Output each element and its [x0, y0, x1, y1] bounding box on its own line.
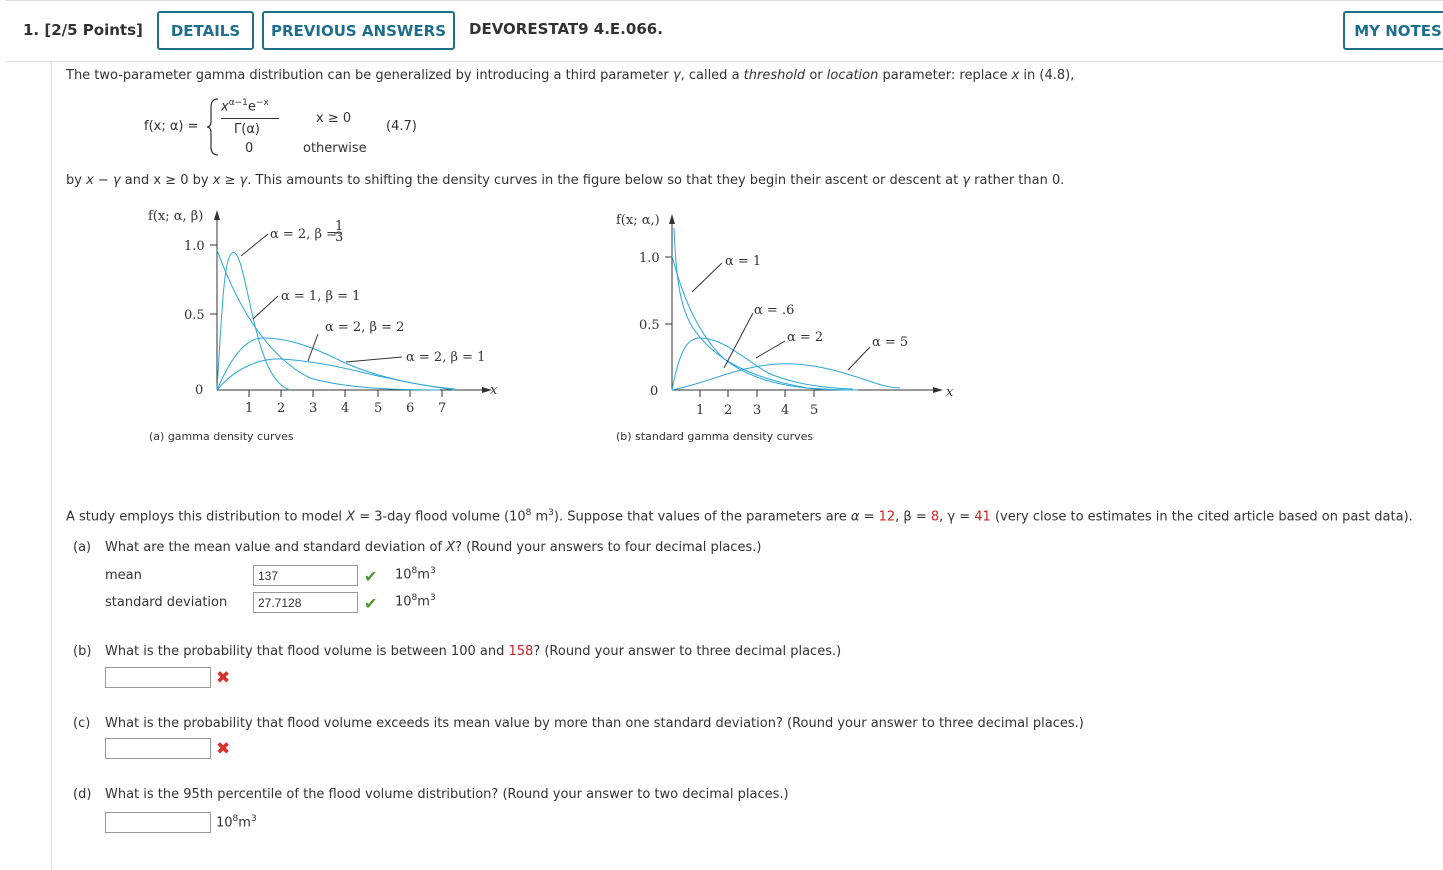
part-a-letter: (a) [73, 540, 92, 555]
figure-a-xlabel: x [490, 383, 498, 398]
figure-a-pointer-1 [241, 234, 268, 256]
intro-text: The two-parameter gamma distribution can be generalized by introducing a third parameter γ, called a threshold or location parameter: replace x in (4.8), [66, 68, 1075, 83]
part-c-letter: (c) [73, 716, 91, 731]
mean-label: mean [105, 568, 142, 583]
figure-a-xtick-2: 2 [277, 401, 286, 416]
sd-label: standard deviation [105, 595, 228, 610]
formula-condition-2: otherwise [303, 141, 367, 156]
figure-a-label-a2-b2: α = 2, β = 2 [325, 320, 405, 335]
check-icon: ✔ [364, 594, 378, 613]
figure-a-ytick-05: 0.5 [184, 308, 205, 323]
content-left-border [51, 61, 52, 870]
question-reference: DEVORESTAT9 4.E.066. [469, 20, 663, 38]
figure-b-ytick-0: 0 [650, 384, 659, 399]
figure-a-label-frac-den: 3 [335, 230, 344, 245]
figure-b-ytick-05: 0.5 [639, 318, 660, 333]
figure-a-xtick-5: 5 [374, 401, 383, 416]
figure-b-xticks [700, 390, 814, 397]
formula-condition-1: x ≥ 0 [316, 111, 352, 126]
figure-a-pointer-2 [253, 296, 278, 319]
sd-unit: $10^8m^3$ [395, 593, 436, 610]
figure-a-label-frac-num: 1 [335, 219, 344, 234]
my-notes-button[interactable]: MY NOTES [1343, 11, 1443, 50]
part-d-unit: $10^8m^3$ [216, 814, 257, 831]
beta-value: 8 [930, 509, 940, 525]
figure-b-ylabel: f(x; α,) [616, 213, 660, 228]
part-d-question: What is the 95th percentile of the flood volume distribution? (Round your answer to two decimal places.) [105, 787, 789, 802]
figure-a-gamma-density-curves [140, 198, 520, 428]
figure-b-curve-a5 [672, 364, 900, 390]
study-text: A study employs this distribution to model X = 3-day flood volume ($10^8$ $m^3$). Suppose that values of the parameters are α = 12, β = 8, γ = 41 (very close to estimates in the cited article based on past data). [66, 508, 1413, 525]
figure-b-label-a5: α = 5 [872, 335, 909, 350]
figure-b-ytick-1: 1.0 [639, 251, 660, 266]
mean-unit: $10^8m^3$ [395, 566, 436, 583]
figure-a-ytick-0: 0 [195, 383, 204, 398]
figure-a-xticks [249, 390, 442, 397]
figure-a-xtick-4: 4 [341, 401, 350, 416]
figure-b-x-arrow [933, 387, 943, 393]
figure-a-y-arrow [214, 210, 220, 220]
figure-a-label-a2-b1: α = 2, β = 1 [406, 350, 486, 365]
mean-input[interactable] [253, 565, 358, 586]
formula-lhs: f(x; α) = [144, 119, 199, 134]
figure-b-curve-a2 [672, 338, 853, 390]
alpha-value: 12 [878, 509, 896, 525]
part-b-input[interactable] [105, 667, 211, 688]
previous-answers-button[interactable]: PREVIOUS ANSWERS [262, 11, 455, 50]
cross-icon: ✖ [216, 739, 231, 759]
figure-b-label-a06: α = .6 [754, 303, 795, 318]
formula-zero: 0 [245, 141, 254, 156]
cross-icon: ✖ [216, 668, 231, 688]
left-brace [206, 97, 220, 157]
sd-input[interactable] [253, 592, 358, 613]
part-a-question: What are the mean value and standard deviation of X? (Round your answers to four decimal places.) [105, 540, 762, 555]
figure-a-pointer-4 [346, 357, 402, 362]
details-button[interactable]: DETAILS [157, 11, 254, 50]
part-b-question: What is the probability that flood volume is between 100 and 158? (Round your answer to three decimal places.) [105, 644, 842, 659]
shift-text: by x − γ and x ≥ 0 by x ≥ γ. This amounts to shifting the density curves in the figure below so that they begin their ascent or descent at γ rather than 0. [66, 173, 1065, 188]
formula-denominator: Γ(α) [234, 122, 260, 137]
figure-b-xlabel: x [946, 385, 954, 400]
figure-b-pointer-a1 [692, 263, 722, 292]
formula-number: (4.7) [386, 119, 417, 134]
figure-a-xtick-3: 3 [309, 401, 318, 416]
part-c-input[interactable] [105, 738, 211, 759]
check-icon: ✔ [364, 567, 378, 586]
part-b-letter: (b) [73, 644, 92, 659]
part-c-question: What is the probability that flood volume exceeds its mean value by more than one standard deviation? (Round your answer to three decimal places.) [105, 716, 1084, 731]
figure-b-pointer-a5 [848, 347, 870, 370]
figure-a-label-a1-b1: α = 1, β = 1 [281, 289, 361, 304]
figure-a-curve-a2-b1-3 [217, 252, 290, 390]
figure-a-caption: (a) gamma density curves [149, 430, 294, 443]
figure-b-xtick-1: 1 [696, 403, 705, 418]
figure-b-xtick-5: 5 [810, 403, 819, 418]
question-number-points: 1. [2/5 Points] [23, 21, 143, 39]
figure-a-ytick-1: 1.0 [184, 239, 205, 254]
figure-b-pointer-a2 [756, 341, 785, 358]
figure-b-standard-gamma-curves [608, 198, 968, 428]
figure-a-label-a2-b13: α = 2, β = [270, 227, 338, 242]
figure-b-xtick-4: 4 [781, 403, 790, 418]
figure-a-xtick-7: 7 [438, 401, 447, 416]
gamma-value: 41 [974, 509, 991, 525]
figure-b-y-arrow [669, 214, 675, 224]
figure-b-caption: (b) standard gamma density curves [616, 430, 814, 443]
figure-a-ylabel: f(x; α, β) [148, 209, 204, 224]
figure-a-xtick-1: 1 [245, 401, 254, 416]
figure-b-label-a1: α = 1 [725, 254, 762, 269]
formula-numerator: $x^{\alpha-1}e^{-x}$ [221, 98, 269, 115]
figure-b-xtick-3: 3 [753, 403, 762, 418]
fraction-bar [221, 118, 279, 119]
figure-b-label-a2: α = 2 [787, 330, 824, 345]
part-d-letter: (d) [73, 787, 92, 802]
figure-b-xtick-2: 2 [724, 403, 733, 418]
figure-a-xtick-6: 6 [406, 401, 415, 416]
part-d-input[interactable] [105, 812, 211, 833]
